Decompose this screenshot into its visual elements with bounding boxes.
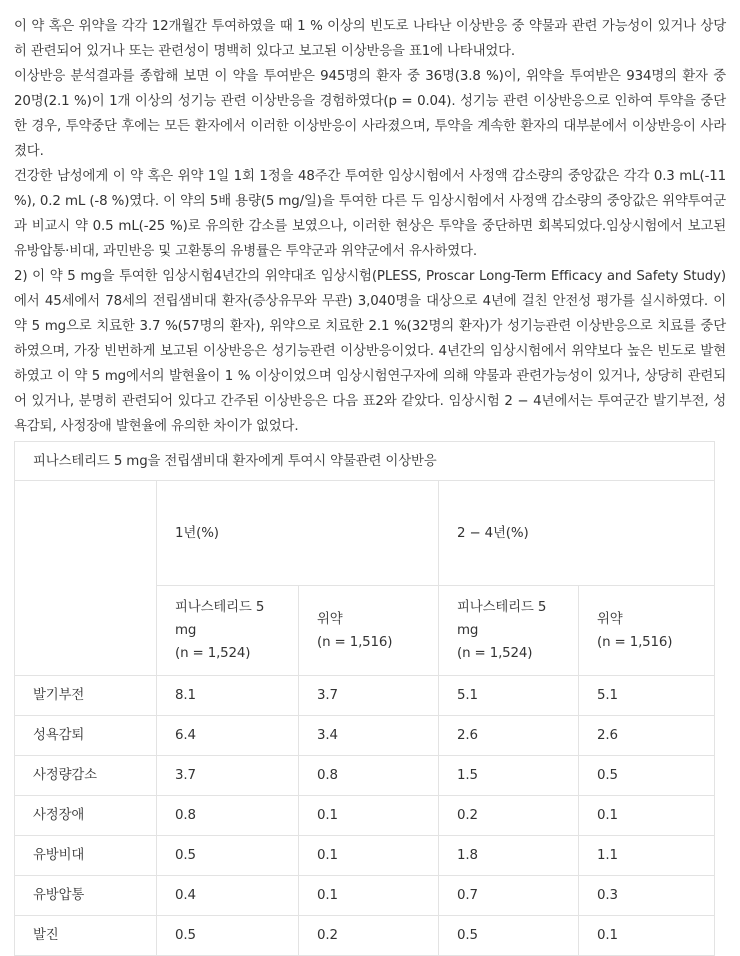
drug-name-label: 피나스테리드 5: [175, 600, 265, 615]
empty-corner-cell: [15, 481, 157, 676]
table-cell: 0.3: [579, 876, 715, 916]
period-2-4-year-header: 2 − 4년(%): [439, 481, 715, 586]
table-cell: 0.5: [579, 756, 715, 796]
table-row: [15, 876, 715, 916]
table-cell: 3.7: [299, 676, 439, 716]
row-label: 사정장애: [15, 796, 157, 836]
table-cell: 0.4: [157, 876, 299, 916]
table-cell: 0.5: [157, 916, 299, 956]
table-cell: 0.7: [439, 876, 579, 916]
drug-n-label: (n = 1,524): [457, 646, 533, 661]
placebo-group-header-2: [579, 586, 715, 676]
table-caption-row: [15, 442, 715, 481]
table-cell: 3.4: [299, 716, 439, 756]
table-row: [15, 676, 715, 716]
table-cell: 0.1: [299, 836, 439, 876]
table-cell: 6.4: [157, 716, 299, 756]
table-row: [15, 756, 715, 796]
placebo-n-label: (n = 1,516): [597, 634, 673, 650]
placebo-name-label: 위약: [597, 611, 623, 627]
table-cell: 0.1: [299, 796, 439, 836]
drug-n-label: (n = 1,524): [175, 646, 251, 661]
table-cell: 0.2: [299, 916, 439, 956]
drug-group-header-1: [157, 586, 299, 676]
row-label: 사정량감소: [15, 756, 157, 796]
table-cell: 0.1: [299, 876, 439, 916]
paragraph-ejaculate-volume: 건강한 남성에게 이 약 혹은 위약 1일 1회 1정을 48주간 투여한 임상시험에서 사정액 감소량의 중앙값은 각각 0.3 mL(-11 %), 0.2 mL (-8 %)였다. 이 약의 5배 용량(5 mg/일)을 투여한 다른 두 임상시험에서 사정액 감소량의 중앙값은 위약투여군과 비교시 약 0.5 mL(-25 %)로 유의한 감소를 보였으나, 이러한 현상은 투약을 중단하면 회복되었다.임상시험에서 보고된 유방압통·비대, 과민반응 및 고환통의 유병률은 투약군과 위약군에서 유사하였다.: [14, 169, 726, 259]
table-row: [15, 796, 715, 836]
table-cell: 0.1: [579, 916, 715, 956]
table-cell: 1.1: [579, 836, 715, 876]
paragraph-pless-study: 2) 이 약 5 mg을 투여한 임상시험4년간의 위약대조 임상시험(PLESS, Proscar Long-Term Efficacy and Safety Study)에서 45세에서 78세의 전립샘비대 환자(증상유무와 무관) 3,040명을 대상으로 4년에 걸친 안전성 평가를 실시하였다. 이 약 5 mg으로 치료한 3.7 %(57명의 환자), 위약으로 치료한 2.1 %(32명의 환자)가 성기능관련 이상반응으로 치료를 중단하였으며, 가장 빈번하게 보고된 이상반응은 성기능관련 이상반응이었다. 4년간의 임상시험에서 위약보다 높은 빈도로 발현하였고 이 약 5 mg에서의 발현율이 1 % 이상이었으며 임상시험연구자에 의해 약물과 관련가능성이 있거나, 상당히 관련되어 있거나, 분명히 관련되어 있다고 간주된 이상반응은 다음 표2와 같았다. 임상시험 2 − 4년에서는 투여군간 발기부전, 성욕감퇴, 사정장애 발현율에 유의한 차이가 없었다.: [14, 269, 726, 434]
drug-unit-label: mg: [175, 623, 197, 638]
table-cell: 8.1: [157, 676, 299, 716]
drug-unit-label: mg: [457, 623, 479, 638]
table-row: [15, 836, 715, 876]
row-label: 성욕감퇴: [15, 716, 157, 756]
table-cell: 5.1: [579, 676, 715, 716]
period-header-row: [15, 481, 715, 586]
table-cell: 2.6: [579, 716, 715, 756]
table-cell: 0.5: [157, 836, 299, 876]
table-cell: 0.5: [439, 916, 579, 956]
table-cell: 5.1: [439, 676, 579, 716]
table-row: [15, 716, 715, 756]
placebo-group-header-1: [299, 586, 439, 676]
table-cell: 0.1: [579, 796, 715, 836]
table-cell: 0.2: [439, 796, 579, 836]
drug-group-header-2: [439, 586, 579, 676]
row-label: 발기부전: [15, 676, 157, 716]
placebo-n-label: (n = 1,516): [317, 634, 393, 650]
placebo-name-label: 위약: [317, 611, 343, 627]
table-cell: 0.8: [157, 796, 299, 836]
paragraph-sexual-function-summary: 이상반응 분석결과를 종합해 보면 이 약을 투여받은 945명의 환자 중 36명(3.8 %)이, 위약을 투여받은 934명의 환자 중 20명(2.1 %)이 1개 이상의 성기능 관련 이상반응을 경험하였다(p = 0.04). 성기능 관련 이상반응으로 인하여 투약을 중단한 경우, 투약중단 후에는 모든 환자에서 이러한 이상반응이 사라졌으며, 투약을 계속한 환자의 대부분에서 이상반응이 사라졌다.: [14, 69, 726, 159]
period-1-year-header: 1년(%): [157, 481, 439, 586]
table-cell: 3.7: [157, 756, 299, 796]
row-label: 유방비대: [15, 836, 157, 876]
row-label: 발진: [15, 916, 157, 956]
paragraph-table1-intro: 이 약 혹은 위약을 각각 12개월간 투여하였을 때 1 % 이상의 빈도로 나타난 이상반응 중 약물과 관련 가능성이 있거나 상당히 관련되어 있거나 또는 관련성이 명백히 있다고 보고된 이상반응을 표1에 나타내었다.: [14, 19, 726, 59]
table-cell: 0.8: [299, 756, 439, 796]
drug-name-label: 피나스테리드 5: [457, 600, 547, 615]
row-label: 유방압통: [15, 876, 157, 916]
table-caption: 피나스테리드 5 mg을 전립샘비대 환자에게 투여시 약물관련 이상반응: [15, 442, 715, 481]
table-cell: 1.5: [439, 756, 579, 796]
table-cell: 2.6: [439, 716, 579, 756]
adverse-events-table: [14, 441, 715, 956]
table-cell: 1.8: [439, 836, 579, 876]
